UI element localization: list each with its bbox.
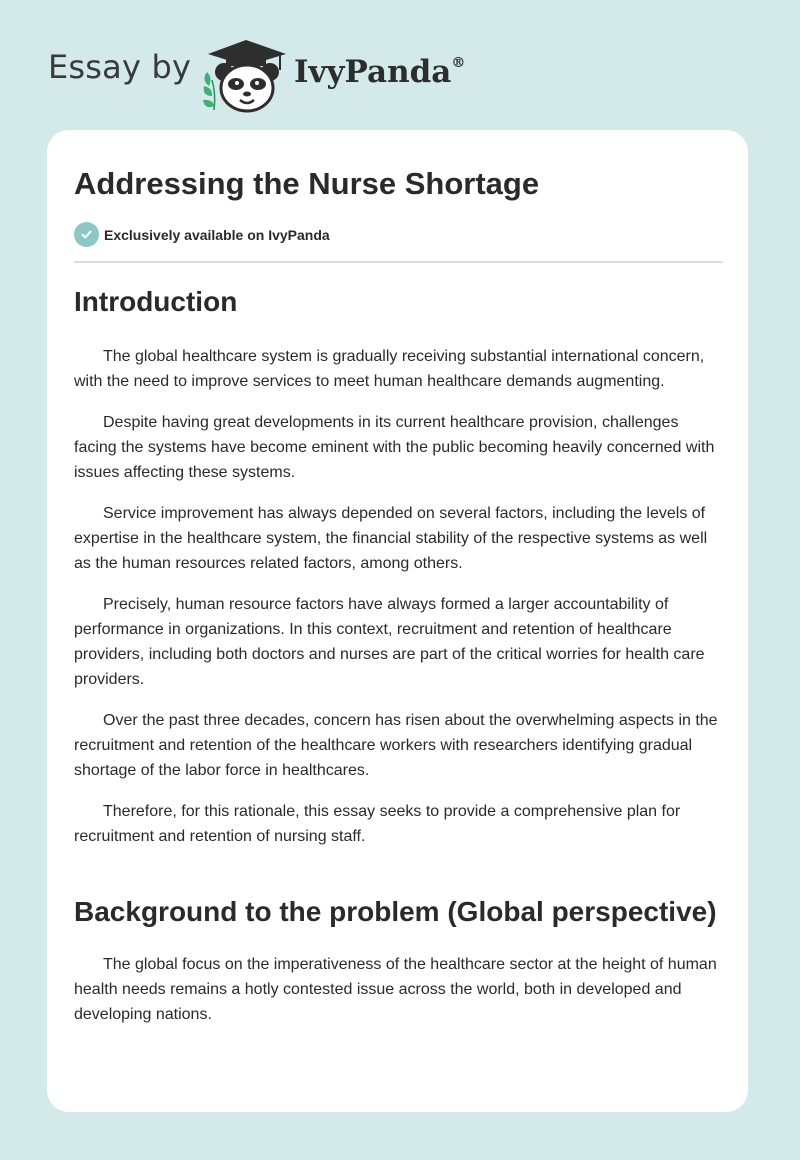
section-background [74,892,723,1027]
paragraph: Over the past three decades, concern has risen about the overwhelming aspects in the recruitment and retention of the healthcare workers with researchers identifying gradual shortage of the labor force in healthcares. [74,712,718,779]
paragraph: Therefore, for this rationale, this essay seeks to provide a comprehensive plan for recruitment and retention of nursing staff. [74,803,681,845]
section-heading: Introduction [74,286,238,317]
section-introduction [74,282,723,865]
section-heading: Background to the problem (Global perspective) [74,896,717,927]
essay-card [47,130,748,1112]
divider [74,261,723,263]
essay-by-label: Essay by [48,48,192,86]
ivypanda-logo-icon [200,34,292,114]
paragraph: Despite having great developments in its current healthcare provision, challenges facing the systems have become eminent with the public becoming heavily concerned with issues affecting these systems. [74,414,715,481]
paragraph: The global focus on the imperativeness of the healthcare sector at the height of human health needs remains a hotly contested issue across the world, both in developed and developing nations. [74,956,717,1023]
check-icon [74,222,99,247]
paragraph: Precisely, human resource factors have always formed a larger accountability of performance in organizations. In this context, recruitment and retention of healthcare providers, including both doctors and nurses are part of the critical worries for health care providers. [74,596,705,688]
brand-name: IvyPanda® [294,54,466,90]
page-title: Addressing the Nurse Shortage [74,166,540,201]
exclusive-badge [74,222,330,247]
paragraph: Service improvement has always depended on several factors, including the levels of expertise in the healthcare system, the financial stability of the respective systems as well as the human resources related factors, among others. [74,505,708,572]
site-header [48,28,548,118]
paragraph: The global healthcare system is gradually receiving substantial international concern, with the need to improve services to meet human healthcare demands augmenting. [74,348,705,390]
exclusive-badge-label: Exclusively available on IvyPanda [104,226,330,243]
